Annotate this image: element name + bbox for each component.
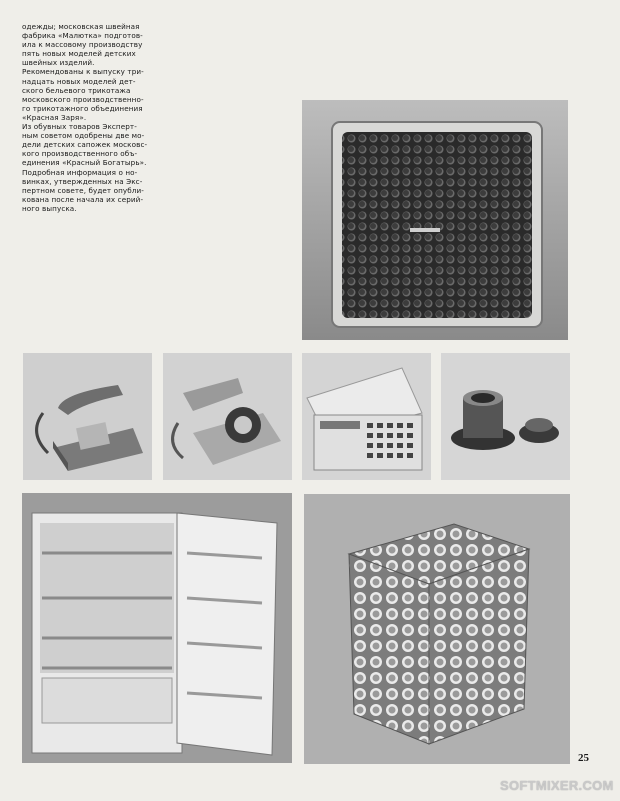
watermark: SOFTMIXER.COM	[500, 778, 614, 793]
article-paragraph: одежды; московская швейная фабрика «Малютка» подготов- ила к массовому производству пять новых моделей детских швейных изделий.	[22, 22, 143, 68]
article-paragraph: Подробная информация о но- винках, утвержденных на Экс- пертном совете, будет опубли- кована после начала их серий- ного выпуска.	[22, 167, 144, 213]
article-text-column	[22, 22, 160, 213]
lens-illustration	[441, 353, 570, 480]
telephone-illustration	[23, 353, 152, 480]
article-paragraph: Из обувных товаров Эксперт- ным советом одобрены две мо- дели детских сапожек московс- кого производственного объ- единения «Красный Богатырь».	[22, 122, 148, 168]
crystal-box-photo	[304, 494, 570, 764]
pushbutton-telephone-photo	[23, 353, 152, 480]
page-number: 25	[578, 752, 589, 764]
article-paragraph: Рекомендованы к выпуску три- надцать новых моделей дет- ского бельевого трикотажа московского производственно- го трикотажного объединения «Красная Заря».	[22, 67, 144, 122]
refrigerator-illustration	[22, 493, 292, 763]
crystal-box-illustration	[304, 494, 570, 764]
rotary-phone-illustration	[163, 353, 292, 480]
calculator-photo	[302, 353, 431, 480]
speaker-illustration	[302, 100, 568, 340]
calculator-illustration	[302, 353, 431, 480]
rotary-telephone-photo	[163, 353, 292, 480]
camera-lens-photo	[441, 353, 570, 480]
speaker-photo	[302, 100, 568, 340]
refrigerator-photo	[22, 493, 292, 763]
